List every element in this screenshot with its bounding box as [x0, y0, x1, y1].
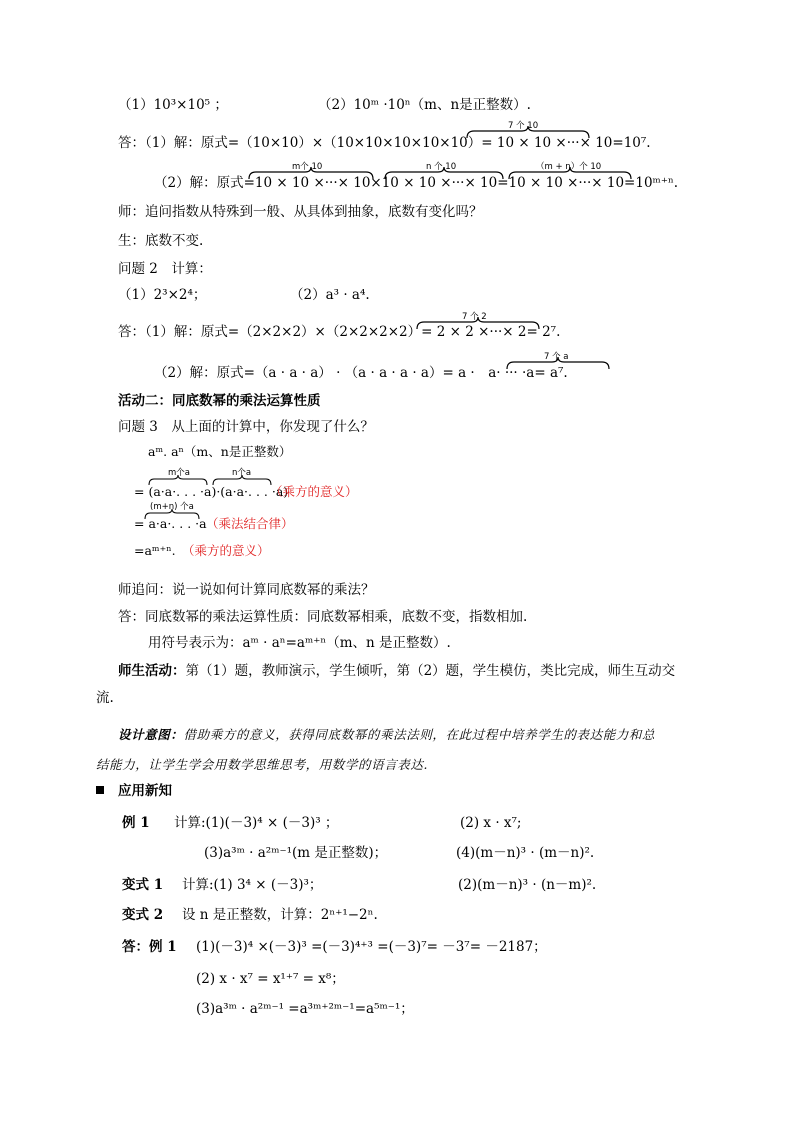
design-intent-label: 设计意图：	[118, 727, 184, 742]
brace-label-m-tens: m个 10	[292, 162, 323, 172]
activity-note-line-2: 流.	[96, 690, 114, 706]
expansion-line: = (a·a·. . . ·a)·(a·a·. . . ·a)	[134, 484, 289, 499]
design-intent-text: 借助乘方的意义，获得同底数幂的乘法法则，在此过程中培养学生的表达能力和总	[183, 727, 656, 742]
problem-1-part-1: （1）10³×10⁵ ；	[118, 97, 228, 113]
reason-associative-law: （乘法结合律）	[206, 516, 294, 531]
section-apply-heading	[96, 782, 172, 800]
activity-2-heading: 活动二：同底数幂的乘法运算性质	[118, 393, 321, 409]
design-intent-line-1	[118, 725, 655, 743]
problem-2-heading: 问题 2 计算：	[118, 261, 212, 277]
answer-example-1-label: 答：例 1	[122, 939, 177, 955]
result-line: =aᵐ⁺ⁿ.	[134, 543, 176, 558]
reason-power-meaning-2: （乘方的意义）	[182, 543, 270, 558]
example-1-part-1: 计算:(1)(－3)⁴ × (－3)³ ；	[174, 815, 339, 831]
problem-2-part-1: （1）2³×2⁴；	[118, 287, 207, 303]
answer-example-1-part-3: (3)a³ᵐ · a²ᵐ⁻¹ =a³ᵐ⁺²ᵐ⁻¹=a⁵ᵐ⁻¹；	[196, 1001, 414, 1017]
brace-label-m-plus-n-a: (m+n) 个a	[150, 502, 194, 512]
problem-1-part-2: （2）10ᵐ ·10ⁿ（m、n是正整数）.	[318, 97, 531, 113]
brace-label-7-a: 7 个 a	[544, 352, 569, 362]
square-bullet-icon	[96, 786, 104, 794]
variant-2-label: 变式 2	[122, 907, 164, 923]
variant-2-text: 设 n 是正整数，计算：2ⁿ⁺¹−2ⁿ.	[182, 907, 378, 923]
problem-3-heading: 问题 3 从上面的计算中，你发现了什么？	[118, 419, 374, 435]
expression-am-an: aᵐ. aⁿ（m、n是正整数）	[148, 444, 292, 459]
activity-note-text: 第（1）题，教师演示，学生倾听，第（2）题，学生模仿，类比完成，师生互动交	[185, 663, 676, 679]
reason-power-meaning-1: （乘方的意义）	[270, 484, 358, 499]
section-apply-label: 应用新知	[118, 783, 172, 799]
brace-label-7-tens: 7 个 10	[508, 121, 539, 131]
answer-2-1-line: 答：（1）解：原式=（2×2×2）×（2×2×2×2）= 2 × 2 ×···× 2= 2⁷.	[118, 324, 561, 340]
associative-line: = a·a·. . . ·a	[134, 516, 207, 531]
answer-example-1-part-2: (2) x · x⁷ = x¹⁺⁷ = x⁸；	[196, 971, 345, 987]
brace-label-m-a: m个a	[168, 468, 190, 478]
answer-2-line: （2）解：原式=10 × 10 ×···× 10×10 × 10 ×···× 10=10 × 10 ×···× 10=10ᵐ⁺ⁿ.	[154, 175, 679, 191]
example-1-label: 例 1	[122, 815, 150, 831]
rule-symbolic: 用符号表示为：aᵐ · aⁿ=aᵐ⁺ⁿ（m、n 是正整数）.	[148, 635, 451, 651]
variant-1-label: 变式 1	[122, 877, 164, 893]
brace-label-n-tens: n 个 10	[426, 162, 457, 172]
brace-label-n-a: n个a	[232, 468, 252, 478]
variant-1-part-2: (2)(m－n)³ · (n－m)².	[458, 877, 597, 893]
brace-label-m-plus-n-tens: （m + n）个 10	[536, 162, 602, 172]
student-answer: 生：底数不变.	[118, 233, 204, 249]
problem-2-part-2: （2）a³ · a⁴.	[290, 287, 370, 303]
answer-2-2-line: （2）解：原式=（a · a · a） · （a · a · a · a）= a · a· ··· ·a= a⁷.	[154, 365, 568, 381]
example-1-part-4: (4)(m－n)³ · (m－n)².	[456, 845, 595, 861]
answer-example-1-part-1: (1)(－3)⁴ ×(－3)³ =(－3)⁴⁺³ =(－3)⁷= －3⁷= －2187；	[196, 939, 547, 955]
teacher-followup: 师追问：说一说如何计算同底数幂的乘法？	[118, 582, 375, 598]
design-intent-line-2: 结能力，让学生学会用数学思维思考，用数学的语言表达.	[96, 757, 429, 772]
teacher-question: 师：追问指数从特殊到一般、从具体到抽象，底数有变化吗？	[118, 204, 483, 220]
rule-statement: 答：同底数幂的乘法运算性质：同底数幂相乘，底数不变，指数相加.	[118, 609, 528, 625]
example-1-part-3: (3)a³ᵐ · a²ᵐ⁻¹(m 是正整数)；	[204, 845, 388, 861]
brace-label-7-twos: 7 个 2	[462, 312, 487, 322]
variant-1-part-1: 计算:(1) 3⁴ × (－3)³；	[182, 877, 323, 893]
activity-note-line-1	[118, 662, 675, 680]
example-1-part-2: (2) x · x⁷;	[460, 815, 522, 831]
answer-1-line: 答：（1）解：原式=（10×10）×（10×10×10×10×10）= 10 × 10 ×···× 10=10⁷.	[118, 135, 651, 151]
activity-note-label: 师生活动：	[118, 663, 186, 679]
